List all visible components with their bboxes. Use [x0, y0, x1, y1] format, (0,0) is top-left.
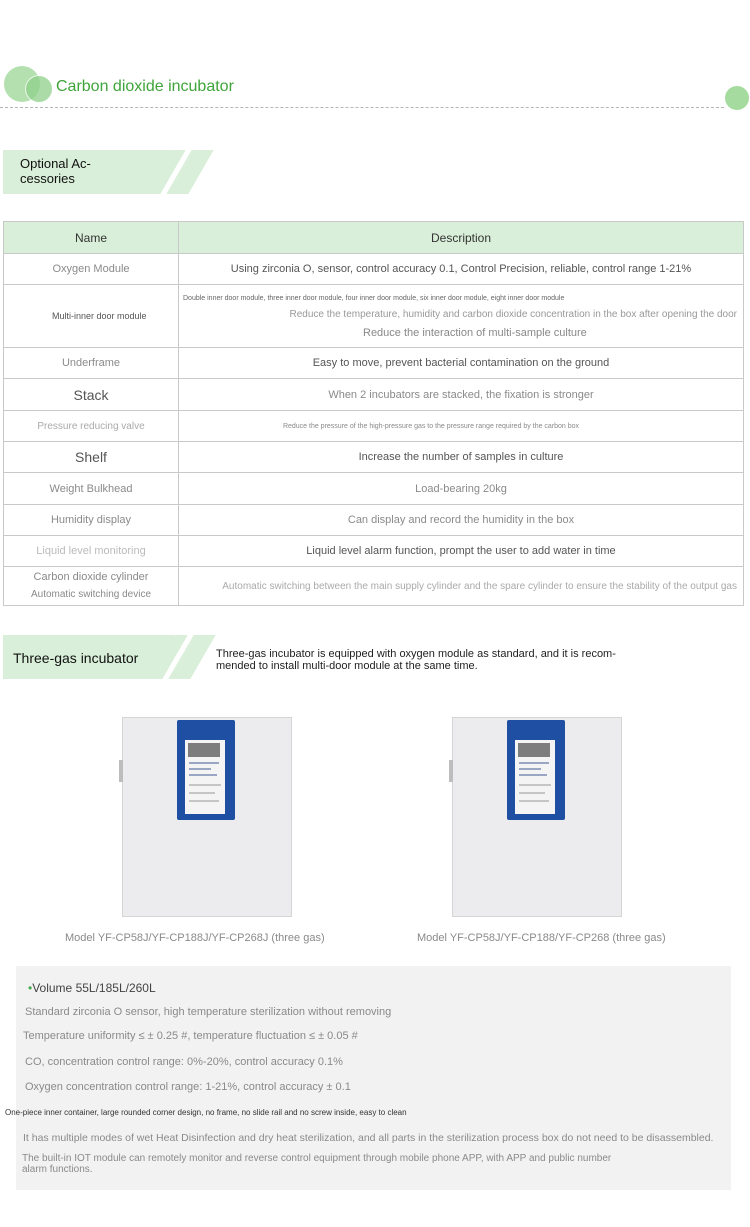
table-row: [4, 285, 744, 348]
row-desc: Easy to move, prevent bacterial contamination on the ground: [179, 348, 744, 379]
decor-circle-small: [25, 75, 53, 103]
table-row: [4, 442, 744, 473]
accessories-heading: [20, 156, 91, 186]
table-row: [4, 473, 744, 505]
decor-circle-right: [725, 86, 749, 110]
row-desc-line: Reduce the interaction of multi-sample culture: [363, 327, 587, 339]
row-desc-line: Double inner door module, three inner door module, four inner door module, six inner door module, eight inner door module: [183, 295, 565, 302]
row-name: Stack: [4, 379, 179, 411]
row-name: Pressure reducing valve: [4, 411, 179, 442]
three-gas-ribbon: [3, 635, 217, 679]
accessories-heading-line1: Optional Ac-: [20, 156, 91, 171]
table-row: [4, 348, 744, 379]
row-name: Weight Bulkhead: [4, 473, 179, 505]
feature-item: Temperature uniformity ≤ ± 0.25 #, temperature fluctuation ≤ ± 0.05 #: [23, 1030, 358, 1042]
feature-item: CO, concentration control range: 0%-20%, control accuracy 0.1%: [25, 1056, 343, 1068]
row-name: Underframe: [4, 348, 179, 379]
row-name-line: Carbon dioxide cylinder: [33, 571, 149, 583]
row-desc: Automatic switching between the main supply cylinder and the spare cylinder to ensure the stability of the output gas: [179, 567, 744, 606]
control-panel-icon: [177, 720, 235, 820]
col-desc-header: Description: [179, 222, 744, 254]
row-desc: Can display and record the humidity in the box: [179, 505, 744, 536]
three-gas-heading: Three-gas incubator: [13, 650, 139, 666]
table-row: [4, 379, 744, 411]
table-row: [4, 411, 744, 442]
row-name: Multi-inner door module: [4, 285, 179, 348]
accessories-ribbon: [3, 150, 213, 194]
incubator-image-left: [122, 717, 292, 917]
model-caption-right: Model YF-CP58J/YF-CP188/YF-CP268 (three gas): [417, 932, 666, 944]
row-desc: Using zirconia O, sensor, control accuracy 0.1, Control Precision, reliable, control range 1-21%: [179, 254, 744, 285]
feature-item: The built-in IOT module can remotely monitor and reverse control equipment through mobile phone APP, with APP and public number alarm functions.: [22, 1153, 612, 1175]
row-desc: When 2 incubators are stacked, the fixation is stronger: [179, 379, 744, 411]
row-name: Oxygen Module: [4, 254, 179, 285]
page-title: Carbon dioxide incubator: [56, 78, 234, 95]
row-desc: Load-bearing 20kg: [179, 473, 744, 505]
incubator-image-right: [452, 717, 622, 917]
row-name-line: Automatic switching device: [30, 589, 152, 600]
accessories-table: [3, 221, 744, 606]
row-name: Shelf: [4, 442, 179, 473]
table-row: [4, 254, 744, 285]
feature-item: Oxygen concentration control range: 1-21%, control accuracy ± 0.1: [25, 1081, 351, 1093]
row-desc: [179, 285, 744, 348]
table-row: [4, 505, 744, 536]
control-panel-icon: [507, 720, 565, 820]
row-name: Liquid level monitoring: [4, 536, 179, 567]
col-name-header: Name: [4, 222, 179, 254]
row-desc: Reduce the pressure of the high-pressure gas to the pressure range required by the carbon box: [179, 411, 744, 442]
row-desc: Increase the number of samples in culture: [179, 442, 744, 473]
table-header-row: [4, 222, 744, 254]
accessories-heading-line2: cessories: [20, 171, 75, 186]
three-gas-description: Three-gas incubator is equipped with oxygen module as standard, and it is recom- mended to install multi-door module at the same time.: [216, 648, 616, 672]
feature-volume: [28, 981, 156, 995]
row-name: [4, 567, 179, 606]
row-name: Humidity display: [4, 505, 179, 536]
row-desc: Liquid level alarm function, prompt the user to add water in time: [179, 536, 744, 567]
row-desc-line: Reduce the temperature, humidity and carbon dioxide concentration in the box after opening the door: [289, 309, 737, 320]
feature-item: Standard zirconia O sensor, high temperature sterilization without removing: [25, 1006, 392, 1018]
table-row: [4, 567, 744, 606]
table-row: [4, 536, 744, 567]
model-caption-left: Model YF-CP58J/YF-CP188J/YF-CP268J (three gas): [65, 932, 325, 944]
feature-item: One-piece inner container, large rounded corner design, no frame, no slide rail and no screw inside, easy to clean: [5, 1108, 407, 1117]
bullet-icon: •: [28, 981, 33, 995]
feature-item: It has multiple modes of wet Heat Disinfection and dry heat sterilization, and all parts in the sterilization process box do not need to be disassembled.: [23, 1132, 714, 1144]
feature-volume-text: Volume 55L/185L/260L: [32, 981, 156, 995]
header-divider: [0, 107, 724, 108]
